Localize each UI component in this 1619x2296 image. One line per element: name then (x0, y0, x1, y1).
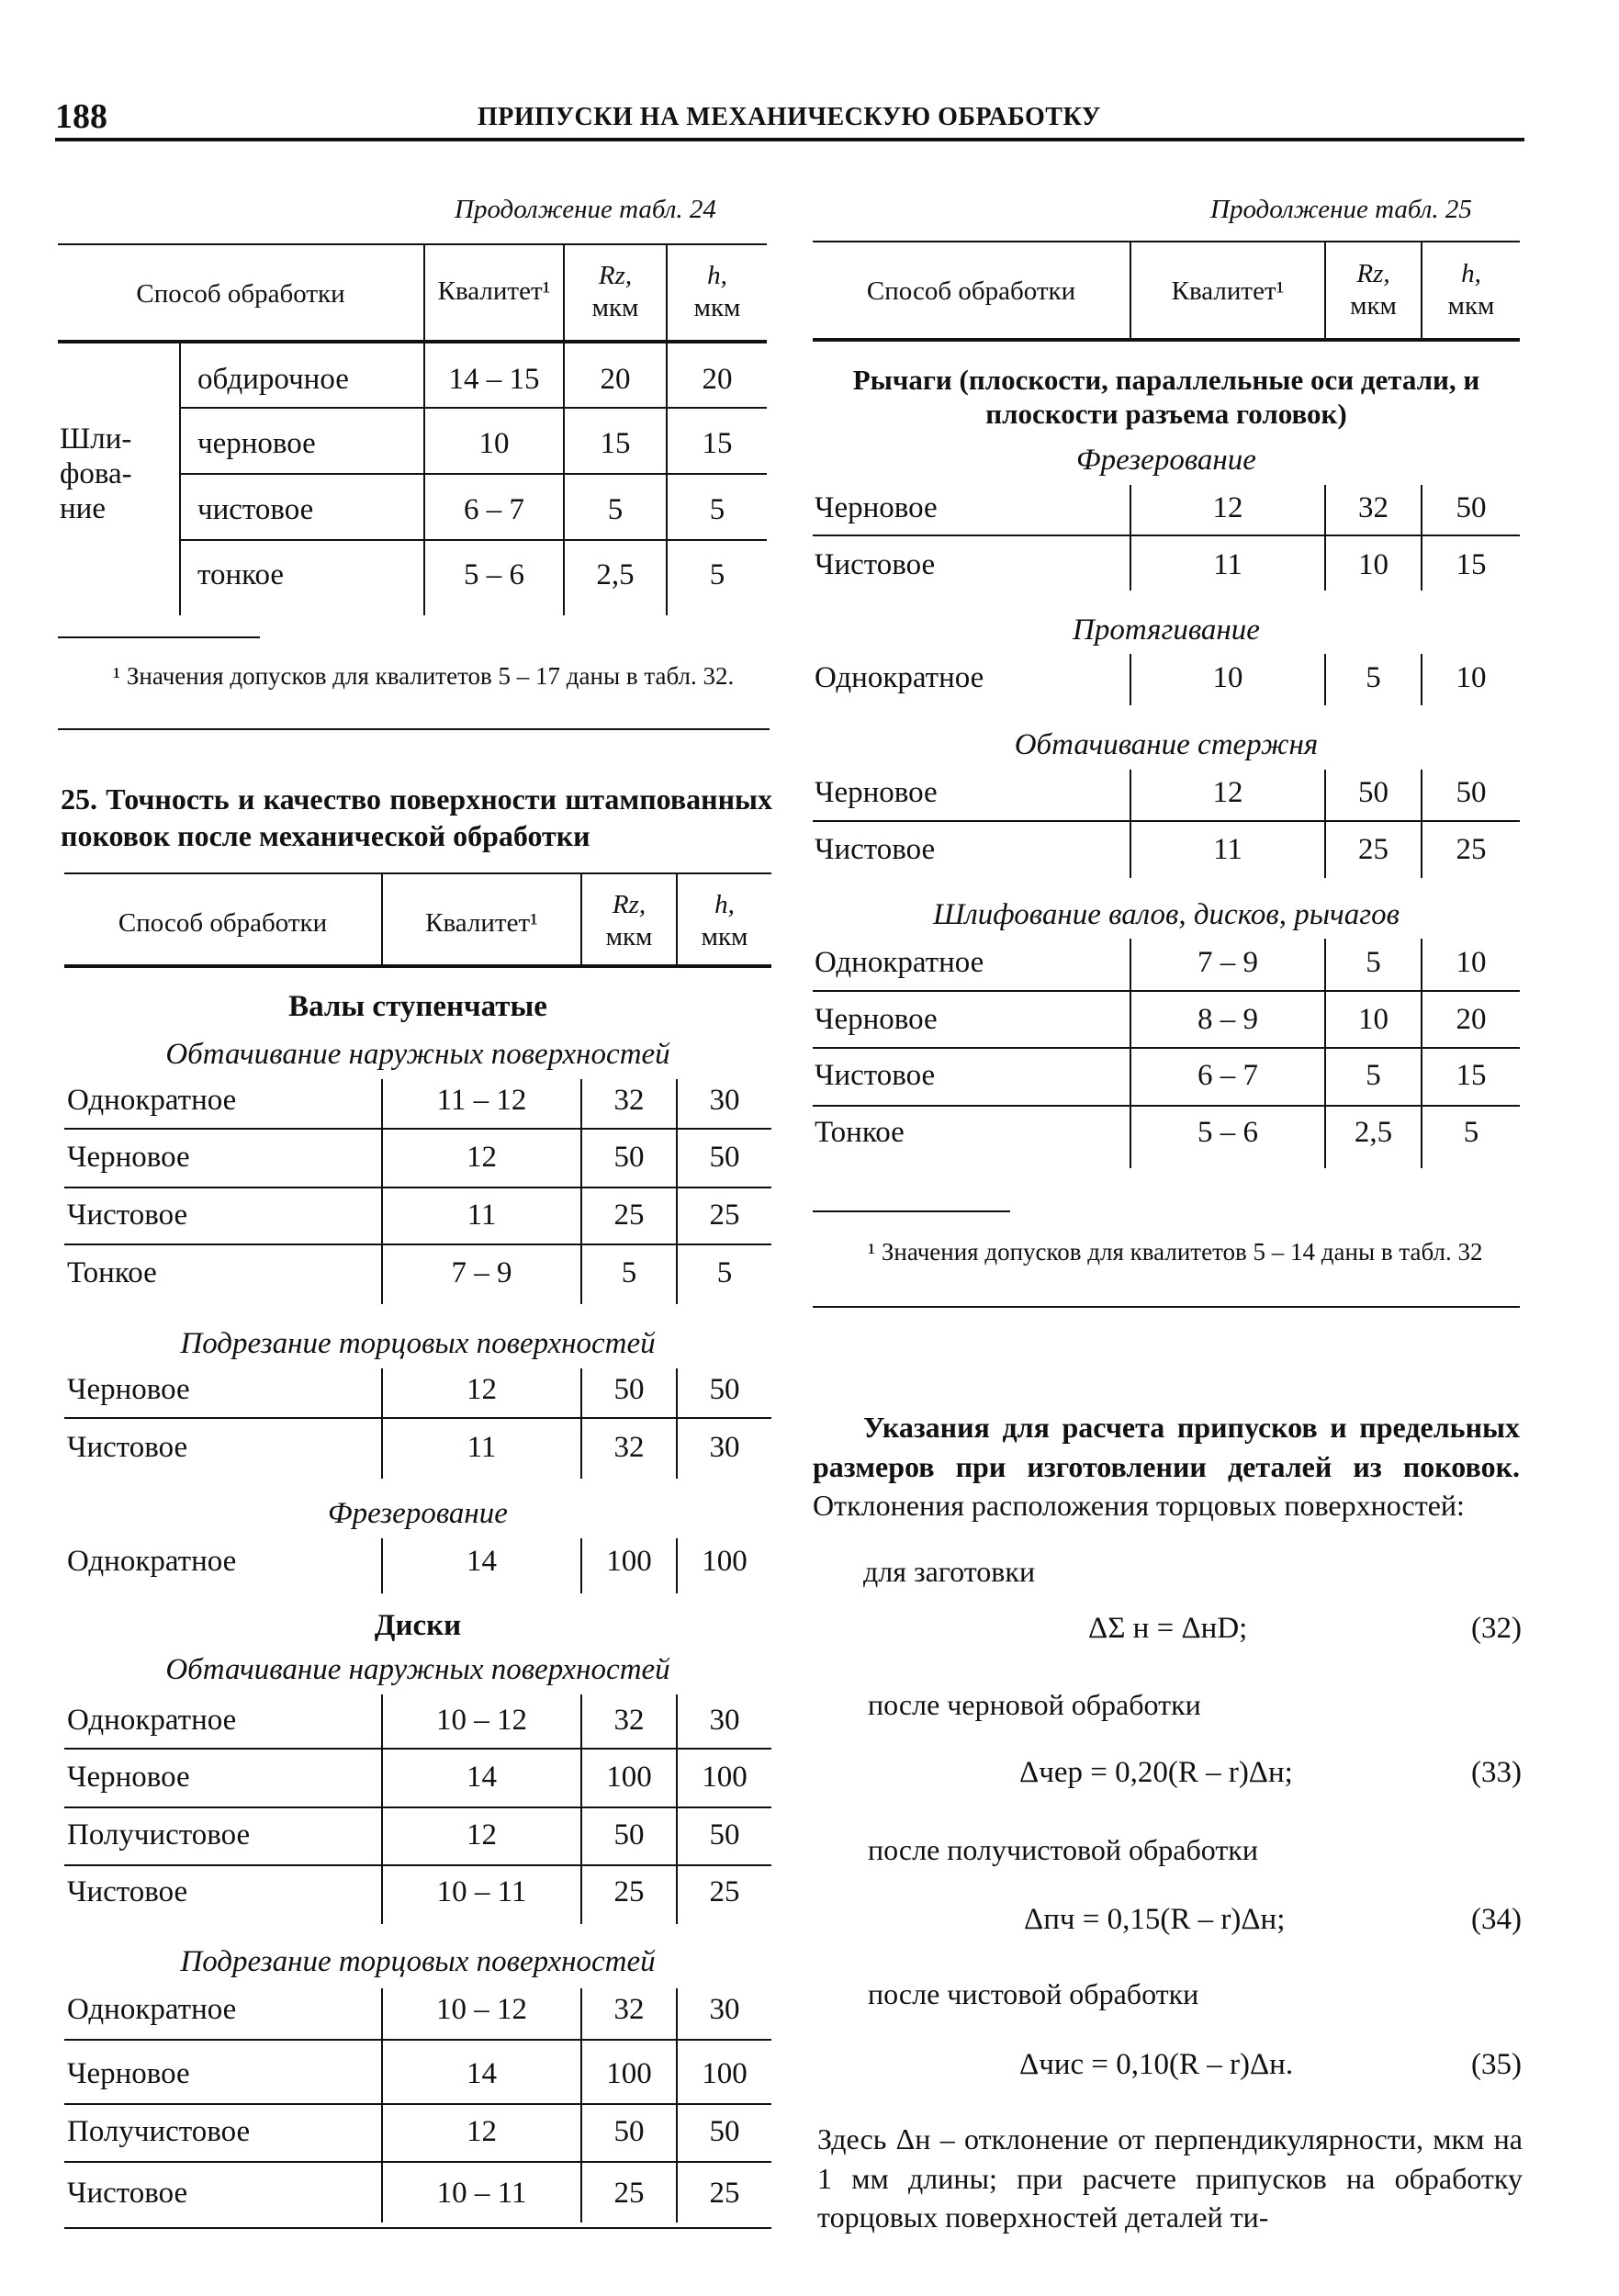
t25c-row-h: 15 (1456, 1059, 1487, 1092)
t25c-col-rz-unit: мкм (1350, 291, 1397, 321)
t24-row-q: 14 – 15 (448, 363, 540, 396)
t25c-row-rz: 5 (1366, 1059, 1381, 1092)
t25-row-rule (64, 1417, 771, 1419)
t25-group-discs-turn: Обтачивание наружных поверхностей (165, 1653, 670, 1686)
t25-row-h: 30 (709, 1993, 740, 2026)
formula-34: Δпч = 0,15(R – r)Δн; (1024, 1903, 1286, 1936)
t25c-row-q: 5 – 6 (1197, 1116, 1258, 1149)
t25-row-rule (64, 1864, 771, 1866)
t25-row-q: 10 – 11 (436, 1875, 527, 1908)
t25-row-q: 14 (467, 1545, 497, 1578)
t25c-row-rule (813, 990, 1520, 992)
running-title: ПРИПУСКИ НА МЕХАНИЧЕСКУЮ ОБРАБОТКУ (478, 103, 1101, 131)
t25c-row-rule (813, 535, 1520, 536)
t25-header-rule (64, 964, 771, 968)
t25c-row-rule (813, 1105, 1520, 1107)
t25-row-rz: 32 (613, 1431, 645, 1464)
t25-row-rule (64, 1806, 771, 1808)
formula-35: Δчис = 0,10(R – r)Δн. (1019, 2048, 1294, 2081)
t24-col-rz: Rz, (598, 261, 633, 290)
t24-row-h: 20 (702, 363, 733, 396)
t25-section-discs: Диски (374, 1609, 462, 1642)
t25c-row-name: Чистовое (815, 833, 936, 866)
t25-row-rule (64, 1748, 771, 1750)
t25c-row-rz: 10 (1358, 1003, 1389, 1036)
t25c-row-q: 7 – 9 (1197, 946, 1258, 979)
t25-row-rz: 100 (606, 1545, 652, 1578)
t25-row-rz: 32 (613, 1993, 645, 2026)
t25c-footnote: ¹ Значения допусков для квалитетов 5 – 14 даны в табл. 32 (868, 1238, 1483, 1266)
t24-col-h-unit: мкм (693, 293, 741, 322)
t25-col-qual: Квалитет¹ (425, 908, 538, 938)
text-blank: для заготовки (863, 1555, 1036, 1588)
t24-row-name: обдирочное (197, 363, 349, 396)
t25-row-rule (64, 2161, 771, 2163)
t25-row-rz: 50 (613, 1141, 645, 1174)
t25-row-h: 5 (716, 1256, 733, 1289)
t25c-row-h: 10 (1456, 946, 1487, 979)
t25c-row-h: 10 (1456, 661, 1487, 694)
t25c-row-name: Чистовое (815, 548, 936, 581)
t25-row-rule (64, 1187, 771, 1188)
t25c-group-rod: Обтачивание стержня (1014, 728, 1319, 761)
t25c-row-name: Чистовое (815, 1059, 936, 1092)
t25-row-name: Однократное (67, 1545, 237, 1578)
t25-row-h: 100 (702, 1545, 748, 1578)
table25-title: 25. Точность и качество поверхности штампованных поковок после механической обработки (61, 782, 772, 852)
t25-row-rz: 50 (613, 1818, 645, 1851)
t25c-row-rz: 5 (1366, 946, 1381, 979)
t25c-bottom-rule (813, 1306, 1520, 1308)
t25c-row-q: 6 – 7 (1197, 1059, 1258, 1092)
t25-col-rz-unit: мкм (605, 922, 653, 951)
final-paragraph: Здесь Δн – отклонение от перпендикулярности, мкм на 1 мм длины; при расчете припусков на обработку торцовых поверхностей деталей ти- (817, 2122, 1523, 2234)
header-rule (55, 138, 1524, 141)
t25-row-h: 50 (709, 2115, 740, 2148)
t25c-row-h: 20 (1456, 1003, 1487, 1036)
t25c-row-rz: 2,5 (1354, 1116, 1393, 1149)
t24-col-rz-unit: мкм (591, 293, 639, 322)
t25-row-q: 10 – 12 (436, 1993, 527, 2026)
t25c-section-levers: Рычаги (плоскости, параллельные оси детали, и плоскости разъема головок) (852, 364, 1480, 431)
eqno-35: (35) (1471, 2048, 1522, 2081)
t25-row-h: 25 (709, 2177, 740, 2210)
t25-section-shafts: Валы ступенчатые (288, 990, 547, 1023)
t25c-row-h: 5 (1463, 1116, 1479, 1149)
t25-row-rule (64, 1128, 771, 1130)
t25c-row-q: 12 (1212, 491, 1243, 524)
t25-row-rz: 32 (613, 1084, 645, 1117)
t25-row-name: Однократное (67, 1084, 237, 1117)
t25c-row-q: 10 (1212, 661, 1243, 694)
t25-group-face: Подрезание торцовых поверхностей (180, 1327, 656, 1360)
guidance-heading: Указания для расчета припусков и предельных размеров при изготовлении деталей из поковок. (813, 1411, 1520, 1483)
t25c-row-q: 11 (1213, 833, 1242, 866)
t24-row-rz: 15 (600, 427, 631, 460)
eqno-32: (32) (1471, 1612, 1522, 1645)
t25-row-q: 12 (467, 1373, 497, 1406)
t24-row-h: 5 (709, 493, 725, 526)
t25-row-q: 14 (467, 2057, 497, 2090)
t25-row-name: Тонкое (67, 1256, 157, 1289)
text-semifinish: после получистовой обработки (868, 1833, 1258, 1866)
t25c-row-name: Тонкое (815, 1116, 905, 1149)
text-rough: после черновой обработки (868, 1688, 1201, 1721)
t25-row-name: Получистовое (67, 1818, 251, 1851)
t25-row-h: 50 (709, 1373, 740, 1406)
t25-group-turn: Обтачивание наружных поверхностей (165, 1038, 670, 1071)
page-number: 188 (55, 97, 107, 136)
t25-row-name: Черновое (67, 1141, 190, 1174)
t24-row-rz: 5 (607, 493, 624, 526)
t24-row-rule (181, 407, 767, 409)
t25c-row-name: Однократное (815, 946, 984, 979)
t24-row-rz: 20 (600, 363, 631, 396)
table24-header-rule (58, 340, 767, 343)
t24-footnote-rule (58, 636, 260, 638)
guidance-intro: Отклонения расположения торцовых поверхностей: (813, 1489, 1465, 1523)
t25-group-discs-face: Подрезание торцовых поверхностей (180, 1945, 656, 1978)
t25-row-h: 25 (709, 1875, 740, 1908)
t25-row-rule (64, 2103, 771, 2105)
t24-group-label: Шли- фова- ние (60, 422, 132, 525)
t25c-row-h: 25 (1456, 833, 1487, 866)
t25c-row-rule (813, 820, 1520, 822)
t24-row-h: 15 (702, 427, 733, 460)
t25-row-name: Черновое (67, 2057, 190, 2090)
t24-hdr-divider (563, 243, 565, 340)
t24-row-h: 5 (709, 558, 725, 591)
t24-row-rz: 2,5 (596, 558, 635, 591)
t24-row-q: 5 – 6 (464, 558, 524, 591)
t25-row-rz: 25 (613, 1199, 645, 1232)
t25-row-q: 10 – 11 (436, 2177, 527, 2210)
table25-continuation: Продолжение табл. 25 (1210, 195, 1472, 224)
t24-hdr-divider (423, 243, 425, 340)
t25-row-h: 50 (709, 1141, 740, 1174)
t25c-row-name: Черновое (815, 491, 938, 524)
t25c-col-h-unit: мкм (1447, 291, 1495, 321)
t25c-col-h: h, (1461, 259, 1481, 288)
t25c-row-rule (813, 1047, 1520, 1049)
t25c-col-method: Способ обработки (866, 276, 1076, 306)
t25-hdr-divider (676, 872, 678, 966)
t25-row-h: 30 (709, 1704, 740, 1737)
t25c-row-name: Однократное (815, 661, 984, 694)
t25c-row-h: 50 (1456, 776, 1487, 809)
t25-row-h: 100 (702, 1761, 748, 1794)
t25-top-rule (64, 872, 771, 874)
t24-row-rule (181, 539, 767, 541)
t25-row-rule (64, 2039, 771, 2041)
t25c-col-rz: Rz, (1356, 259, 1390, 288)
t25-row-q: 12 (467, 1141, 497, 1174)
t25-row-rz: 50 (613, 2115, 645, 2148)
t25c-top-rule (813, 241, 1520, 242)
t25-row-rule (64, 1244, 771, 1245)
t25-row-h: 30 (709, 1431, 740, 1464)
t25c-header-rule (813, 338, 1520, 342)
t24-hdr-divider (666, 243, 668, 340)
t25-row-q: 11 – 12 (436, 1084, 527, 1117)
t24-footnote: ¹ Значения допусков для квалитетов 5 – 17 даны в табл. 32. (113, 662, 735, 690)
t25-row-h: 25 (709, 1199, 740, 1232)
t25-row-name: Чистовое (67, 1199, 188, 1232)
t25-row-q: 12 (467, 2115, 497, 2148)
t25c-footnote-rule (813, 1210, 1010, 1212)
eqno-33: (33) (1471, 1756, 1522, 1789)
t25-row-name: Чистовое (67, 1431, 188, 1464)
t25-bottom-rule (64, 2227, 771, 2229)
t25-col-h-unit: мкм (701, 922, 748, 951)
t24-row-q: 6 – 7 (464, 493, 524, 526)
t24-bottom-rule (58, 728, 770, 730)
t25-col-h: h, (714, 890, 735, 919)
t25-hdr-divider (580, 872, 582, 966)
t25c-row-name: Черновое (815, 1003, 938, 1036)
t25-row-q: 14 (467, 1761, 497, 1794)
t25c-row-rz: 50 (1358, 776, 1389, 809)
t25-row-h: 50 (709, 1818, 740, 1851)
formula-33: Δчер = 0,20(R – r)Δн; (1019, 1756, 1293, 1789)
t25c-row-rz: 5 (1366, 661, 1381, 694)
t24-row-rule (181, 473, 767, 475)
t25-row-rz: 100 (606, 2057, 652, 2090)
t25-row-h: 30 (709, 1084, 740, 1117)
t25-col-method: Способ обработки (118, 908, 328, 938)
t25c-row-rz: 10 (1358, 548, 1389, 581)
guidance-paragraph (813, 1408, 1520, 1525)
t25c-row-rz: 25 (1358, 833, 1389, 866)
t25c-hdr-divider (1421, 241, 1422, 338)
t25-row-q: 11 (467, 1199, 497, 1232)
t24-col-qual: Квалитет¹ (437, 276, 551, 306)
t25c-group-grind: Шлифование валов, дисков, рычагов (932, 898, 1400, 931)
t25-row-name: Черновое (67, 1373, 190, 1406)
t25-row-rz: 32 (613, 1704, 645, 1737)
t25-hdr-divider (381, 872, 383, 966)
t25-row-rz: 50 (613, 1373, 645, 1406)
t25-row-name: Однократное (67, 1704, 237, 1737)
t24-col-method: Способ обработки (136, 279, 345, 309)
t24-row-name: черновое (197, 427, 316, 460)
table24-top-rule (58, 243, 767, 245)
t25c-row-q: 12 (1212, 776, 1243, 809)
t25c-row-h: 15 (1456, 548, 1487, 581)
t24-group-divider (179, 342, 181, 615)
t25c-hdr-divider (1324, 241, 1326, 338)
t24-row-name: чистовое (197, 493, 314, 526)
t25-row-rz: 25 (613, 1875, 645, 1908)
t25-row-q: 10 – 12 (436, 1704, 527, 1737)
t25-group-mill: Фрезерование (328, 1497, 508, 1530)
t25-row-name: Чистовое (67, 1875, 188, 1908)
t25c-hdr-divider (1130, 241, 1131, 338)
t25-row-name: Получистовое (67, 2115, 251, 2148)
t25-row-name: Чистовое (67, 2177, 188, 2210)
t25c-row-h: 50 (1456, 491, 1487, 524)
t25c-group-mill: Фрезерование (1076, 444, 1256, 477)
t25c-row-rz: 32 (1358, 491, 1389, 524)
t25-row-name: Однократное (67, 1993, 237, 2026)
t24-row-q: 10 (478, 427, 510, 460)
eqno-34: (34) (1471, 1903, 1522, 1936)
text-finish: после чистовой обработки (868, 1977, 1199, 2010)
t24-col-h: h, (707, 261, 727, 290)
t25c-row-name: Черновое (815, 776, 938, 809)
t25-row-name: Черновое (67, 1761, 190, 1794)
t24-row-name: тонкое (197, 558, 285, 591)
t25c-group-broach: Протягивание (1073, 613, 1260, 647)
formula-32: ΔΣ н = ΔнD; (1088, 1612, 1248, 1645)
table24-continuation: Продолжение табл. 24 (455, 195, 716, 224)
t25-row-rz: 5 (621, 1256, 637, 1289)
t25-row-rz: 25 (613, 2177, 645, 2210)
t25-row-h: 100 (702, 2057, 748, 2090)
t25-row-rz: 100 (606, 1761, 652, 1794)
t25-row-q: 11 (467, 1431, 497, 1464)
t25-col-rz: Rz, (612, 890, 646, 919)
t25c-row-q: 8 – 9 (1197, 1003, 1258, 1036)
t25c-row-q: 11 (1213, 548, 1242, 581)
t25c-col-qual: Квалитет¹ (1171, 276, 1285, 306)
t25-row-q: 7 – 9 (451, 1256, 512, 1289)
t25-row-q: 12 (467, 1818, 497, 1851)
